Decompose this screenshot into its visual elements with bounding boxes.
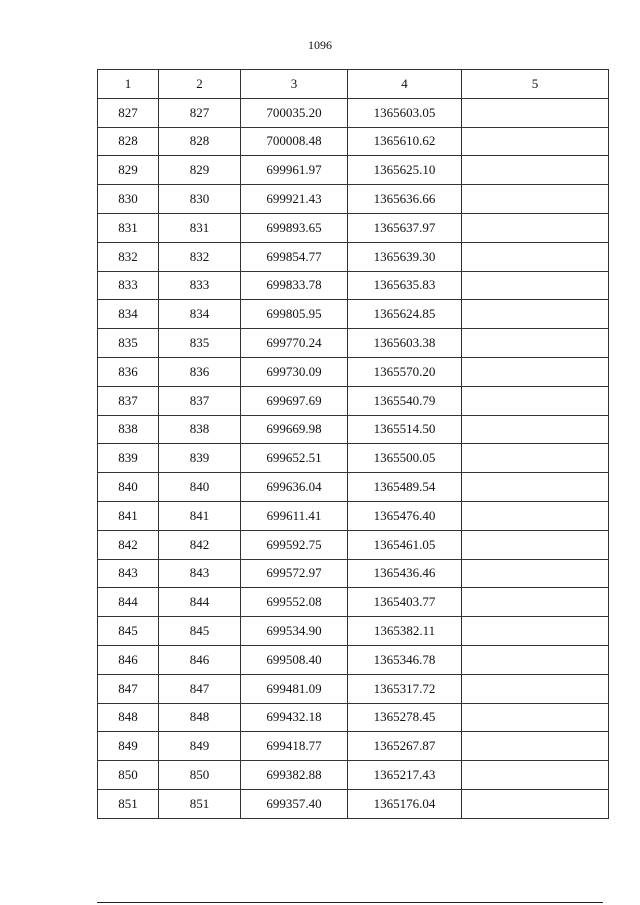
table-cell-col-2: 851 — [159, 789, 241, 818]
table-row — [98, 789, 609, 818]
table-cell-col-5 — [462, 473, 609, 502]
table-cell-col-2: 844 — [159, 588, 241, 617]
table-cell-col-3: 699534.90 — [241, 617, 348, 646]
table-cell-col-5 — [462, 127, 609, 156]
table-cell-col-2: 830 — [159, 185, 241, 214]
table-cell-col-1: 837 — [98, 386, 159, 415]
table-cell-col-4: 1365603.05 — [348, 98, 462, 127]
table-cell-col-2: 837 — [159, 386, 241, 415]
table-row — [98, 559, 609, 588]
table-cell-col-5 — [462, 415, 609, 444]
table-cell-col-1: 840 — [98, 473, 159, 502]
table-cell-col-2: 846 — [159, 645, 241, 674]
table-cell-col-3: 699961.97 — [241, 156, 348, 185]
table-row — [98, 674, 609, 703]
table-cell-col-5 — [462, 617, 609, 646]
table-cell-col-3: 699357.40 — [241, 789, 348, 818]
table-row — [98, 213, 609, 242]
table-cell-col-5 — [462, 98, 609, 127]
table-cell-col-4: 1365403.77 — [348, 588, 462, 617]
header-col-1: 1 — [98, 70, 159, 99]
table-cell-col-4: 1365639.30 — [348, 242, 462, 271]
table-cell-col-4: 1365382.11 — [348, 617, 462, 646]
table-cell-col-2: 838 — [159, 415, 241, 444]
table-cell-col-4: 1365436.46 — [348, 559, 462, 588]
table-cell-col-1: 839 — [98, 444, 159, 473]
table-row — [98, 732, 609, 761]
table-cell-col-1: 838 — [98, 415, 159, 444]
table-row — [98, 761, 609, 790]
table-cell-col-3: 700008.48 — [241, 127, 348, 156]
table-cell-col-3: 699611.41 — [241, 501, 348, 530]
table-cell-col-2: 832 — [159, 242, 241, 271]
table-row — [98, 127, 609, 156]
table-cell-col-4: 1365476.40 — [348, 501, 462, 530]
table-cell-col-1: 841 — [98, 501, 159, 530]
table-cell-col-3: 699432.18 — [241, 703, 348, 732]
table-cell-col-4: 1365267.87 — [348, 732, 462, 761]
table-cell-col-5 — [462, 271, 609, 300]
table-cell-col-3: 699636.04 — [241, 473, 348, 502]
table-cell-col-4: 1365217.43 — [348, 761, 462, 790]
header-col-3: 3 — [241, 70, 348, 99]
table-cell-col-3: 699805.95 — [241, 300, 348, 329]
table-cell-col-4: 1365570.20 — [348, 357, 462, 386]
table-cell-col-5 — [462, 386, 609, 415]
table-cell-col-2: 835 — [159, 329, 241, 358]
header-col-4: 4 — [348, 70, 462, 99]
table-cell-col-1: 832 — [98, 242, 159, 271]
table-row — [98, 300, 609, 329]
table-cell-col-3: 699770.24 — [241, 329, 348, 358]
table-cell-col-3: 699552.08 — [241, 588, 348, 617]
table-cell-col-4: 1365278.45 — [348, 703, 462, 732]
table-cell-col-3: 699669.98 — [241, 415, 348, 444]
table-cell-col-3: 699854.77 — [241, 242, 348, 271]
table-cell-col-4: 1365500.05 — [348, 444, 462, 473]
table-cell-col-3: 699592.75 — [241, 530, 348, 559]
table-cell-col-3: 699921.43 — [241, 185, 348, 214]
table-cell-col-5 — [462, 444, 609, 473]
table-cell-col-4: 1365461.05 — [348, 530, 462, 559]
table-cell-col-5 — [462, 645, 609, 674]
table-row — [98, 271, 609, 300]
table-row — [98, 185, 609, 214]
table-cell-col-1: 847 — [98, 674, 159, 703]
table-cell-col-1: 851 — [98, 789, 159, 818]
table-cell-col-2: 840 — [159, 473, 241, 502]
table-cell-col-2: 850 — [159, 761, 241, 790]
table-cell-col-5 — [462, 732, 609, 761]
table-cell-col-4: 1365540.79 — [348, 386, 462, 415]
table-cell-col-4: 1365317.72 — [348, 674, 462, 703]
table-row — [98, 98, 609, 127]
table-cell-col-1: 849 — [98, 732, 159, 761]
table-cell-col-1: 848 — [98, 703, 159, 732]
table-row — [98, 242, 609, 271]
table-row — [98, 501, 609, 530]
table-cell-col-5 — [462, 588, 609, 617]
table-row — [98, 530, 609, 559]
table-cell-col-4: 1365346.78 — [348, 645, 462, 674]
table-cell-col-5 — [462, 213, 609, 242]
table-row — [98, 645, 609, 674]
table-cell-col-4: 1365637.97 — [348, 213, 462, 242]
table-cell-col-2: 827 — [159, 98, 241, 127]
table-cell-col-1: 836 — [98, 357, 159, 386]
table-cell-col-2: 836 — [159, 357, 241, 386]
table-row — [98, 415, 609, 444]
table-cell-col-2: 849 — [159, 732, 241, 761]
table-row — [98, 617, 609, 646]
table-cell-col-4: 1365624.85 — [348, 300, 462, 329]
table-cell-col-2: 843 — [159, 559, 241, 588]
table-cell-col-4: 1365514.50 — [348, 415, 462, 444]
table-row — [98, 156, 609, 185]
table-cell-col-3: 699833.78 — [241, 271, 348, 300]
table-cell-col-4: 1365636.66 — [348, 185, 462, 214]
table-cell-col-3: 699481.09 — [241, 674, 348, 703]
table-cell-col-2: 828 — [159, 127, 241, 156]
table-cell-col-4: 1365610.62 — [348, 127, 462, 156]
table-cell-col-3: 699893.65 — [241, 213, 348, 242]
table-cell-col-2: 833 — [159, 271, 241, 300]
table-cell-col-1: 828 — [98, 127, 159, 156]
table-body — [98, 98, 609, 818]
table-cell-col-2: 845 — [159, 617, 241, 646]
table-cell-col-4: 1365603.38 — [348, 329, 462, 358]
table-cell-col-1: 842 — [98, 530, 159, 559]
table-row — [98, 588, 609, 617]
table-cell-col-5 — [462, 674, 609, 703]
table-cell-col-3: 699382.88 — [241, 761, 348, 790]
table-cell-col-4: 1365176.04 — [348, 789, 462, 818]
table-cell-col-1: 846 — [98, 645, 159, 674]
table-cell-col-1: 850 — [98, 761, 159, 790]
table-cell-col-2: 841 — [159, 501, 241, 530]
table-cell-col-1: 835 — [98, 329, 159, 358]
table-cell-col-1: 845 — [98, 617, 159, 646]
table-cell-col-3: 699572.97 — [241, 559, 348, 588]
table-cell-col-1: 830 — [98, 185, 159, 214]
table-header-row — [98, 70, 609, 99]
table-cell-col-1: 833 — [98, 271, 159, 300]
header-col-5: 5 — [462, 70, 609, 99]
table-row — [98, 473, 609, 502]
table-cell-col-4: 1365625.10 — [348, 156, 462, 185]
table-cell-col-3: 699508.40 — [241, 645, 348, 674]
table-cell-col-2: 829 — [159, 156, 241, 185]
table-cell-col-3: 699697.69 — [241, 386, 348, 415]
table-cell-col-3: 699418.77 — [241, 732, 348, 761]
table-cell-col-5 — [462, 156, 609, 185]
page-number: 1096 — [308, 38, 332, 52]
table-cell-col-4: 1365635.83 — [348, 271, 462, 300]
table-row — [98, 444, 609, 473]
table-cell-col-3: 699652.51 — [241, 444, 348, 473]
table-cell-col-5 — [462, 761, 609, 790]
table-cell-col-2: 842 — [159, 530, 241, 559]
table-cell-col-2: 848 — [159, 703, 241, 732]
table-cell-col-1: 829 — [98, 156, 159, 185]
table-row — [98, 357, 609, 386]
table-cell-col-3: 700035.20 — [241, 98, 348, 127]
table-cell-col-5 — [462, 501, 609, 530]
table-row — [98, 386, 609, 415]
table-cell-col-1: 831 — [98, 213, 159, 242]
table-cell-col-5 — [462, 559, 609, 588]
table-cell-col-5 — [462, 789, 609, 818]
table-cell-col-5 — [462, 185, 609, 214]
footer-rule — [97, 902, 603, 903]
table-cell-col-5 — [462, 530, 609, 559]
table-cell-col-2: 834 — [159, 300, 241, 329]
table-cell-col-5 — [462, 357, 609, 386]
table-cell-col-1: 834 — [98, 300, 159, 329]
table-cell-col-1: 844 — [98, 588, 159, 617]
table-cell-col-1: 843 — [98, 559, 159, 588]
table-cell-col-2: 847 — [159, 674, 241, 703]
table-row — [98, 703, 609, 732]
table-cell-col-5 — [462, 242, 609, 271]
table-cell-col-5 — [462, 329, 609, 358]
table-cell-col-3: 699730.09 — [241, 357, 348, 386]
table-cell-col-4: 1365489.54 — [348, 473, 462, 502]
table-cell-col-5 — [462, 300, 609, 329]
table-cell-col-5 — [462, 703, 609, 732]
header-col-2: 2 — [159, 70, 241, 99]
table-cell-col-2: 839 — [159, 444, 241, 473]
table-cell-col-1: 827 — [98, 98, 159, 127]
coordinates-table — [97, 69, 609, 819]
table-row — [98, 329, 609, 358]
table-cell-col-2: 831 — [159, 213, 241, 242]
